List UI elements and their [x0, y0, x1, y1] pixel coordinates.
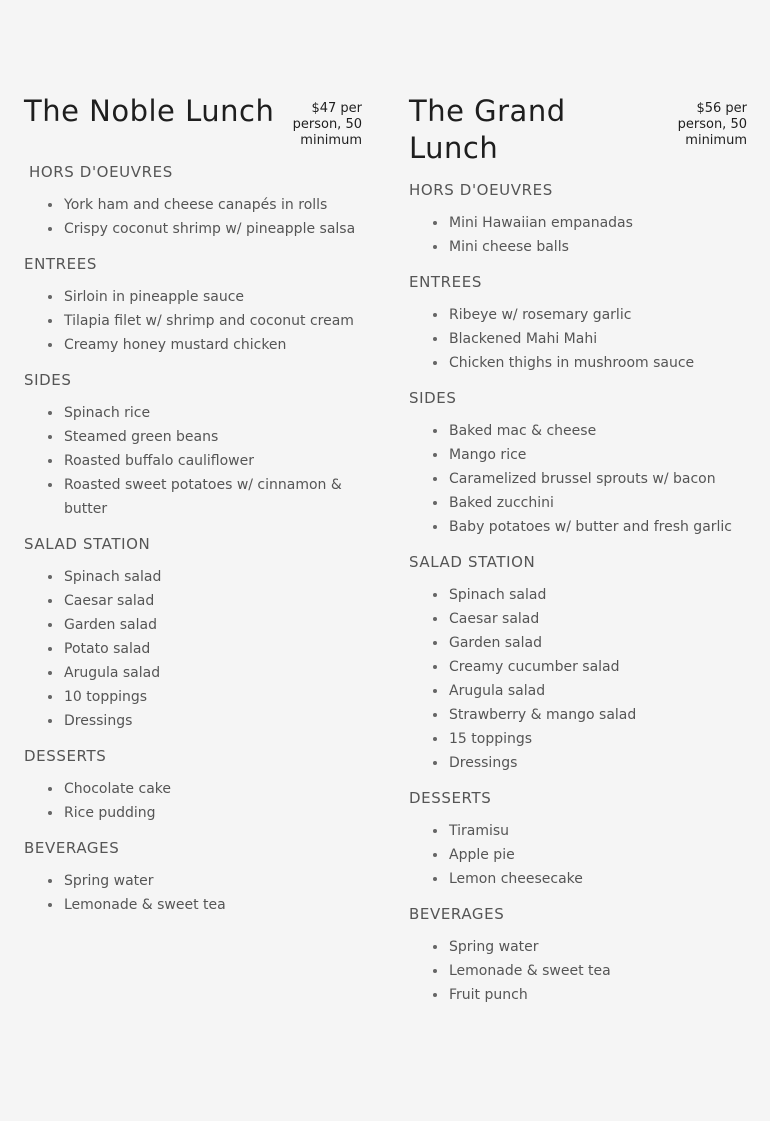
section-heading: HORS D'OEUVRES: [29, 163, 173, 181]
menu-sections: [24, 163, 362, 917]
list-item: 15 toppings: [409, 727, 747, 751]
menu-sections: [409, 181, 747, 1007]
item-list: [409, 303, 747, 375]
menu-section: [24, 839, 362, 917]
item-list: [409, 419, 747, 539]
menu-title: The Grand Lunch: [409, 94, 566, 165]
list-item: Baked mac & cheese: [409, 419, 747, 443]
section-heading: BEVERAGES: [409, 905, 505, 923]
list-item: Dressings: [24, 709, 362, 733]
menu-grand-lunch: [409, 93, 747, 1007]
list-item: Dressings: [409, 751, 747, 775]
list-item: Sirloin in pineapple sauce: [24, 285, 362, 309]
list-item: Spring water: [24, 869, 362, 893]
menu-section: [24, 535, 362, 733]
list-item: Mango rice: [409, 443, 747, 467]
item-list: [409, 935, 747, 1007]
section-heading: SALAD STATION: [24, 535, 151, 553]
list-item: Blackened Mahi Mahi: [409, 327, 747, 351]
list-item: Strawberry & mango salad: [409, 703, 747, 727]
section-heading: ENTREES: [409, 273, 482, 291]
menu-section: [409, 905, 747, 1007]
item-list: [409, 819, 747, 891]
menu-section: [409, 181, 747, 259]
section-heading: ENTREES: [24, 255, 97, 273]
list-item: Baked zucchini: [409, 491, 747, 515]
item-list: [24, 565, 362, 733]
menu-section: [409, 789, 747, 891]
item-list: [409, 211, 747, 259]
list-item: Rice pudding: [24, 801, 362, 825]
menu-price: $56 per person, 50 minimum: [677, 101, 747, 148]
list-item: Spinach salad: [409, 583, 747, 607]
list-item: Garden salad: [409, 631, 747, 655]
list-item: Caesar salad: [409, 607, 747, 631]
list-item: Crispy coconut shrimp w/ pineapple salsa: [24, 217, 362, 241]
list-item: Mini cheese balls: [409, 235, 747, 259]
menu-section: [409, 273, 747, 375]
list-item: Spinach salad: [24, 565, 362, 589]
menu-section: [24, 255, 362, 357]
list-item: Fruit punch: [409, 983, 747, 1007]
section-heading: SALAD STATION: [409, 553, 536, 571]
item-list: [24, 869, 362, 917]
list-item: Spring water: [409, 935, 747, 959]
list-item: Ribeye w/ rosemary garlic: [409, 303, 747, 327]
list-item: 10 toppings: [24, 685, 362, 709]
list-item: Tilapia filet w/ shrimp and coconut cream: [24, 309, 362, 333]
section-heading: DESSERTS: [24, 747, 107, 765]
item-list: [409, 583, 747, 775]
item-list: [24, 285, 362, 357]
list-item: York ham and cheese canapés in rolls: [24, 193, 362, 217]
menu-price: $47 per person, 50 minimum: [292, 101, 362, 148]
section-heading: BEVERAGES: [24, 839, 120, 857]
list-item: Arugula salad: [24, 661, 362, 685]
list-item: Tiramisu: [409, 819, 747, 843]
list-item: Mini Hawaiian empanadas: [409, 211, 747, 235]
menu-title: The Noble Lunch: [24, 94, 275, 128]
list-item: Chicken thighs in mushroom sauce: [409, 351, 747, 375]
menu-section: [24, 371, 362, 521]
list-item: Roasted buffalo cauliflower: [24, 449, 362, 473]
item-list: [24, 401, 362, 521]
list-item: Chocolate cake: [24, 777, 362, 801]
menu-section: [409, 389, 747, 539]
list-item: Creamy honey mustard chicken: [24, 333, 362, 357]
list-item: Baby potatoes w/ butter and fresh garlic: [409, 515, 747, 539]
item-list: [24, 193, 362, 241]
section-heading: SIDES: [409, 389, 457, 407]
list-item: Creamy cucumber salad: [409, 655, 747, 679]
menu-section: [409, 553, 747, 775]
list-item: Arugula salad: [409, 679, 747, 703]
list-item: Caramelized brussel sprouts w/ bacon: [409, 467, 747, 491]
list-item: Potato salad: [24, 637, 362, 661]
menu-noble-lunch: [24, 93, 362, 917]
section-heading: HORS D'OEUVRES: [409, 181, 553, 199]
list-item: Apple pie: [409, 843, 747, 867]
list-item: Lemon cheesecake: [409, 867, 747, 891]
list-item: Lemonade & sweet tea: [24, 893, 362, 917]
section-heading: DESSERTS: [409, 789, 492, 807]
list-item: Steamed green beans: [24, 425, 362, 449]
menu-section: [24, 747, 362, 825]
list-item: Spinach rice: [24, 401, 362, 425]
menu-header: [24, 93, 362, 149]
list-item: Caesar salad: [24, 589, 362, 613]
menu-header: [409, 93, 747, 167]
list-item: Lemonade & sweet tea: [409, 959, 747, 983]
menu-section: [24, 163, 362, 241]
list-item: Roasted sweet potatoes w/ cinnamon & butter: [24, 473, 362, 521]
list-item: Garden salad: [24, 613, 362, 637]
item-list: [24, 777, 362, 825]
section-heading: SIDES: [24, 371, 72, 389]
